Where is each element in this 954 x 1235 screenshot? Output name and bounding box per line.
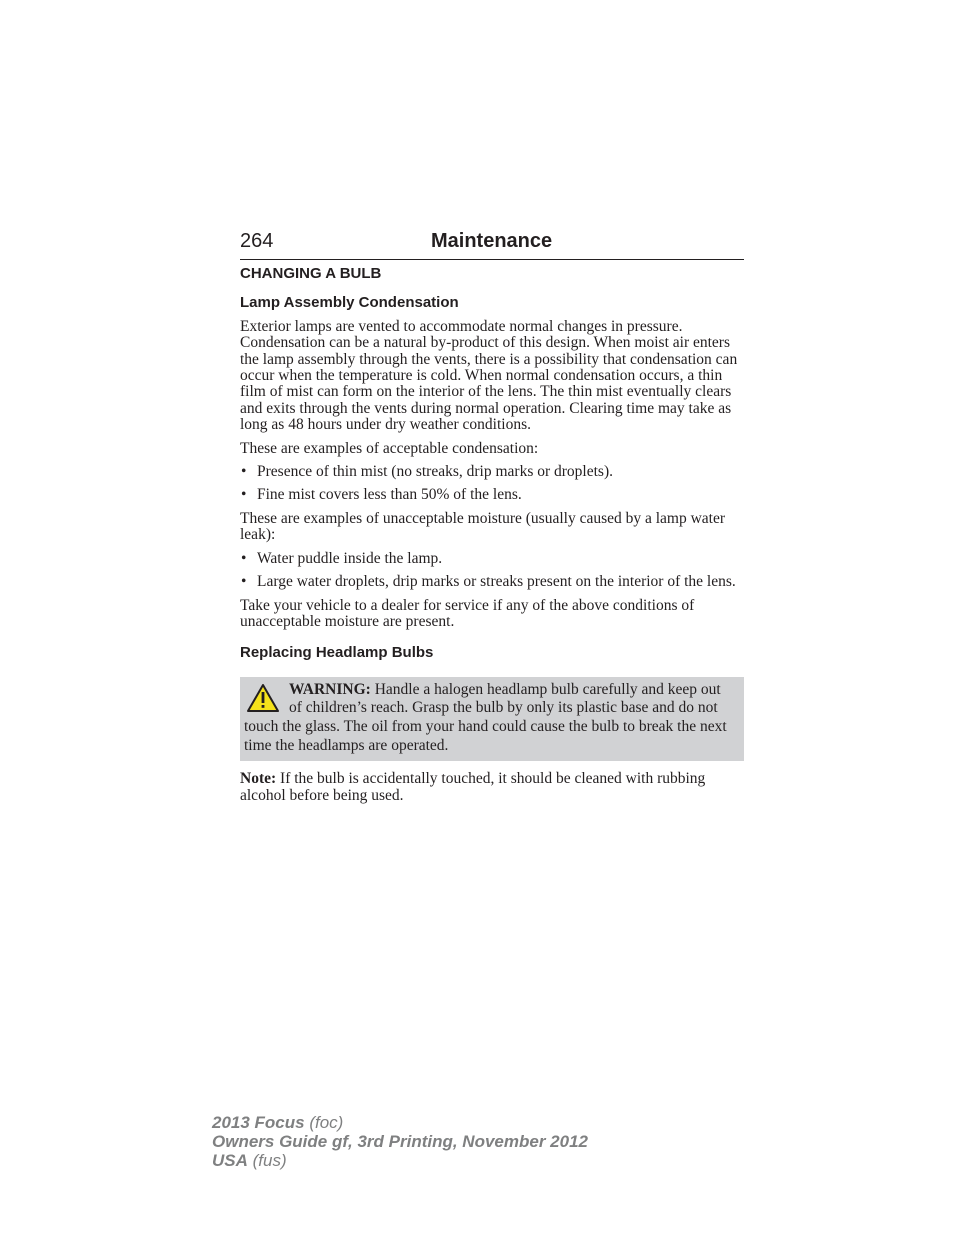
acceptable-list [240, 464, 744, 504]
note-paragraph [240, 771, 744, 804]
unacceptable-intro: These are examples of unacceptable moisture (usually caused by a lamp water leak): [240, 509, 726, 544]
warning-label: WARNING: [289, 680, 371, 698]
warning-text: Handle a halogen headlamp bulb carefully and keep out of children’s reach. Grasp the bulb by only its plastic base and do not touch the glass. The oil from your hand could cause the bulb to break the next time the headlamps are operated. [244, 680, 727, 754]
list-item: • Large water droplets, drip marks or streaks present on the interior of the lens. [241, 573, 736, 591]
bullet-icon: • [241, 463, 247, 481]
footer-line-1: 2013 Focus (foc) [212, 1113, 344, 1132]
section-title: Maintenance [431, 230, 553, 252]
page-header [240, 227, 744, 260]
unacceptable-list [240, 551, 744, 591]
subheading-replacing-headlamp-bulbs: Replacing Headlamp Bulbs [240, 644, 434, 662]
list-item: • Fine mist covers less than 50% of the lens. [241, 486, 522, 504]
list-item: • Presence of thin mist (no streaks, drip marks or droplets). [241, 463, 613, 481]
heading-changing-a-bulb: CHANGING A BULB [240, 265, 382, 282]
paragraph-dealer: Take your vehicle to a dealer for service if any of the above conditions of unacceptable moisture are present. [240, 596, 695, 630]
note-label: Note: [240, 770, 277, 788]
page-footer [212, 1113, 588, 1170]
note-text: If the bulb is accidentally touched, it should be cleaned with rubbing alcohol before being used. [240, 770, 706, 804]
page-content [240, 266, 744, 811]
warning-box [240, 677, 744, 761]
acceptable-intro: These are examples of acceptable condensation: [240, 439, 539, 457]
warning-triangle-icon [246, 683, 280, 713]
bullet-icon: • [241, 549, 247, 567]
footer-line-2: Owners Guide gf, 3rd Printing, November 2012 [212, 1132, 588, 1151]
page-number: 264 [240, 230, 274, 252]
list-item: • Water puddle inside the lamp. [241, 549, 443, 567]
paragraph-condensation: Exterior lamps are vented to accommodate normal changes in pressure. Condensation can be a natural by-product of this design. When moist air enters the lamp assembly through the vents, there is a possibility that condensation can occur when the temperature is cold. When normal condensation occurs, a thin film of mist can form on the interior of the lens. The thin mist eventually clears and exits through the vents during normal operation. Clearing time may take as long as 48 hours under dry weather conditions. [240, 317, 738, 434]
bullet-icon: • [241, 486, 247, 504]
footer-line-3: USA (fus) [212, 1151, 287, 1170]
subheading-lamp-assembly-condensation: Lamp Assembly Condensation [240, 294, 459, 312]
bullet-icon: • [241, 573, 247, 591]
